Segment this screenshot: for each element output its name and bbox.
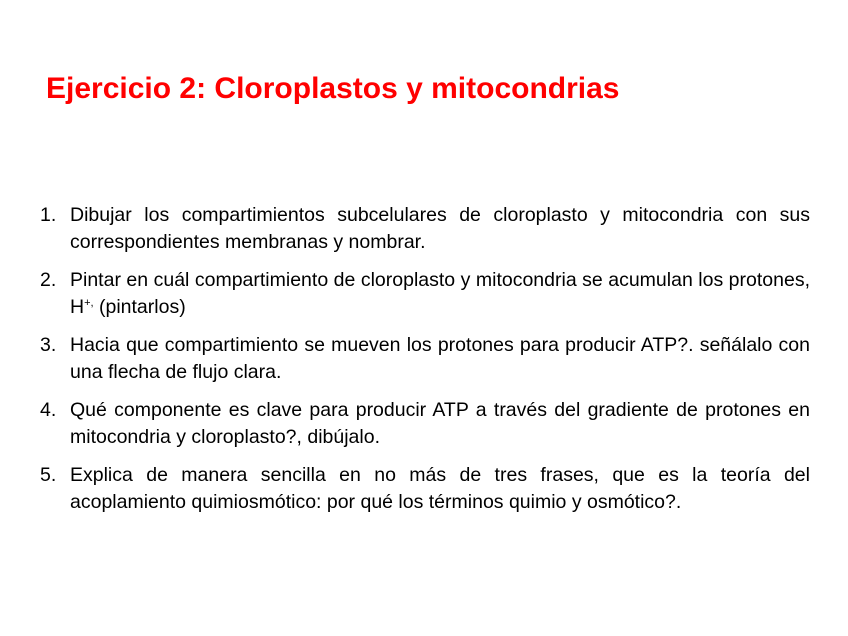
item-number: 1.	[40, 204, 57, 226]
item-text-after: (pintarlos)	[93, 296, 186, 318]
item-number: 2.	[40, 269, 57, 291]
item-number: 3.	[40, 334, 57, 356]
item-number: 5.	[40, 464, 57, 486]
list-item-1	[40, 202, 810, 256]
proton-superscript: +,	[84, 297, 94, 309]
exercise-list	[40, 202, 810, 527]
item-text	[70, 267, 810, 321]
item-number: 4.	[40, 399, 57, 421]
list-item-3	[40, 332, 810, 386]
list-item-5	[40, 462, 810, 516]
item-text: Dibujar los compartimientos subcelulares de cloroplasto y mitocondria con sus correspondientes membranas y nombrar.	[70, 204, 810, 253]
list-item-2	[40, 267, 810, 321]
item-text: Explica de manera sencilla en no más de tres frases, que es la teoría del acoplamiento quimiosmótico: por qué los términos quimio y osmótico?.	[70, 464, 810, 513]
item-text: Hacia que compartimiento se mueven los protones para producir ATP?. señálalo con una flecha de flujo clara.	[70, 334, 810, 383]
item-text: Qué componente es clave para producir ATP a través del gradiente de protones en mitocondria y cloroplasto?, dibújalo.	[70, 399, 810, 448]
list-item-4	[40, 397, 810, 451]
item-text-before: Pintar en cuál compartimiento de cloroplasto y mitocondria se acumulan los protones, H	[70, 269, 810, 318]
slide-title: Ejercicio 2: Cloroplastos y mitocondrias	[46, 72, 620, 105]
